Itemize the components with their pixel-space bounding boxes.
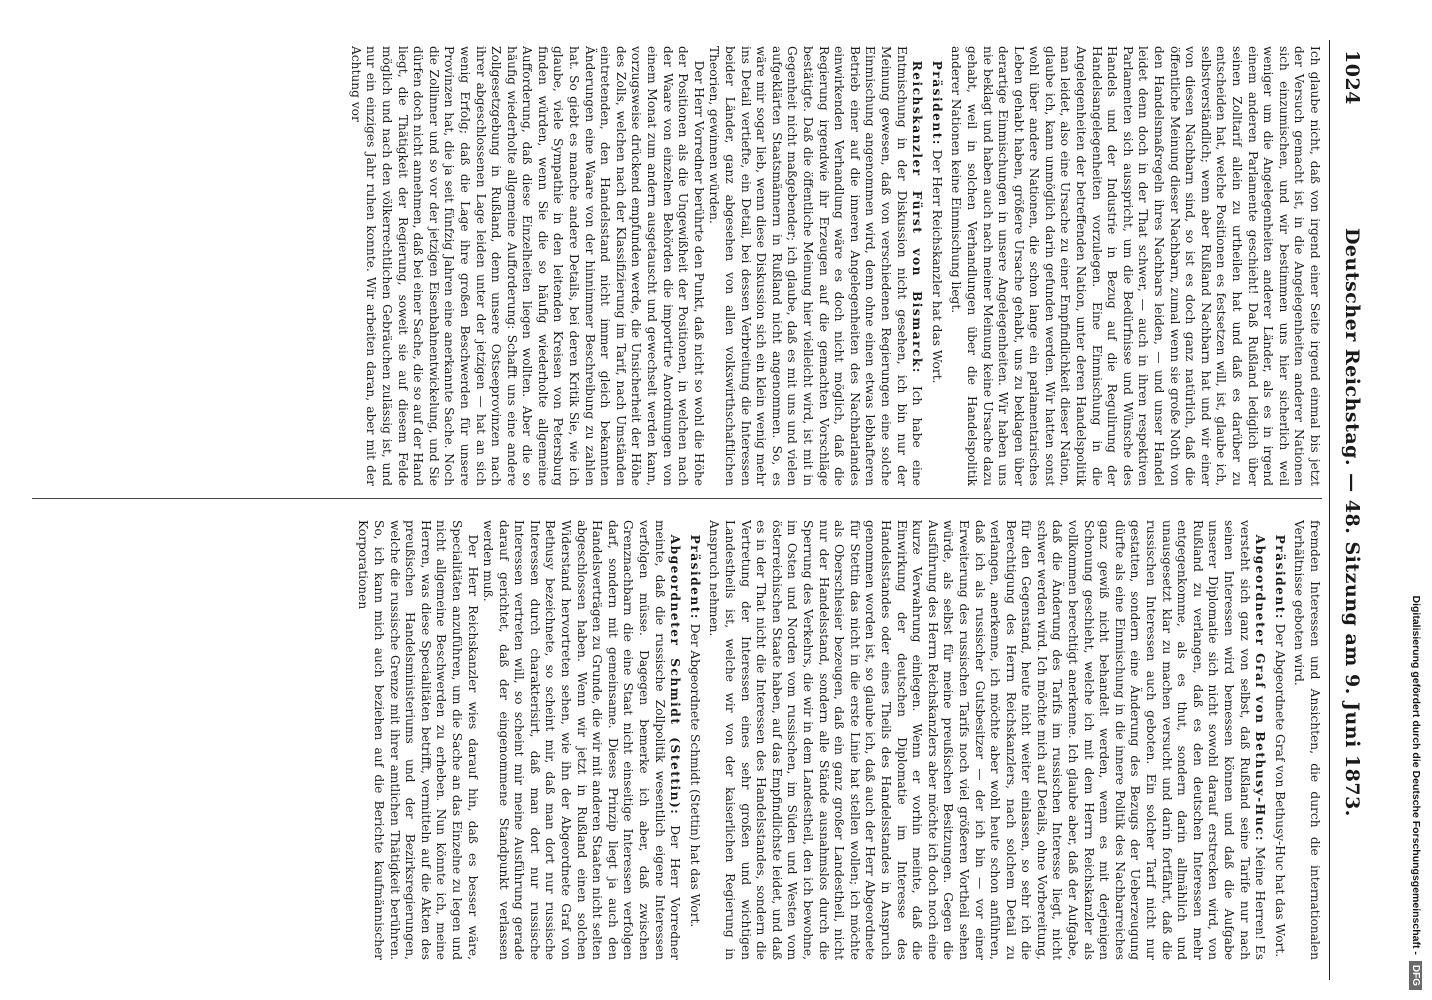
- column-divider: [32, 498, 1322, 499]
- speaker-label: Abgeordneter Schmidt (Stettin):: [668, 534, 683, 816]
- speech-text: Der Herr Vorredner meinte, daß die russische Zollpolitik wesentlich eigene Interessen verfolgen müsse. Dagegen bemerke ich aber, daß zwischen Grenznachbarn die eine Staat nicht einseitige Interessen verfolgen darf, sondern mit gemeinsame. Dieses Prinzip liegt ja auch den Handelsverträgen zu Grunde, die wir mit anderen Staaten nicht selten abgeschlossen haben. Wenn wir jetzt in Rußland einen solchen Widerstand hervortreten sehen, wie ihn der Abgeordnete Graf von Bethusy bezeichnete, so scheint mir, daß man dort nur russische Interessen durch charakterisirt, daß man dort nur russische Interessen vertreten will, so scheint mir meine Ausführung gerade darauf gerichtet, daß der eingenommene Standpunkt verlassen werden muß.: [481, 520, 683, 960]
- page-title: Deutscher Reichstag. — 48. Sitzung am 9. Juni 1873.: [1341, 227, 1363, 817]
- digitization-stamp: [1404, 10, 1428, 990]
- paragraph: Ich glaube nicht, daß von irgend einer Seite irgend einmal bis jetzt der Versuch gemacht ist, in die Angelegenheiten anderer Nationen sich einzumischen, und wir bestimmen uns hier sicherlich weil weniger um die Angelegenheiten anderer Länder, als es in irgend einem anderen Parlamente geschieht! Daß Rußland lediglich über seinen Zolltarif allein zu urtheilen hat und daß es darüber zu entscheiden hat, welche Positionen es festsetzen will, ist, glaube ich, selbstverständlich; wenn aber Rußland Nachbarn hat und wir einer von diesen Nachbarn sind, so ist es doch ganz natürlich, daß die öffentliche Meinung dieser Nachbarn, zumal wenn sie große Noth von den Handelsmaßregeln ihres Nachbars leiden, — und unser Handel leidet denn doch in der That schwer, — auch in ihren respektiven Parlamenten sich ausspricht, um die Bedürfnisse und Wünsche des Handels und der Industrie in Bezug auf die Regulirung der Handelsangelegenheiten vorzulegen. Eine Einmischung in die Angelegenheiten der betreffenden Nation, unter deren Handelspolitik man leidet, also eine Ursache zu einer Empfindlichkeit dieser Nation, glaube ich, kann unmöglich darin gefunden werden. Wir hatten sonst wohl über andere Nationen, die schon lange ein parlamentarisches Leben gehabt haben, größere Ursache gehabt, uns zu beklagen über derartige Einmischungen in unsere Angelegenheiten. Wir haben uns nie beklagt und haben auch nach meiner Meinung keine Ursache dazu gehabt, weil in solchen Verhandlungen über die Handelspolitik anderer Nationen keine Einmischung liegt.: [949, 46, 1322, 486]
- right-column: [32, 520, 1322, 960]
- stamp-text-row: [1404, 10, 1428, 990]
- stamp-text: Digitalisierung gefördert durch die Deutsche Forschungsgemeinschaft -: [1410, 595, 1422, 955]
- paragraph: Der Herr Reichskanzler wies darauf hin, daß es besser wäre, Specialitäten anzuführen, um die Sache an das Einzelne zu legen und nicht allgemeine Beschwerden zu erheben. Nun könnte ich, meine Herren, was diese Specialitäten betrifft, vermitteln auf die Akten des preußischen Handelsministeriums und der Bezirksregierungen, welche die russische Grenze mit ihrer amtlichen Thätigkeit berühren. So, ich kann mich auch beziehen auf die Berichte kaufmännischer Korporationen: [356, 520, 480, 960]
- speech-text: Der Abgeordnete Schmidt (Stettin) hat das Wort.: [687, 623, 702, 928]
- paragraph: [686, 520, 702, 960]
- paragraph: fremden Interessen und Ansichten, die durch die internationalen Verhältnisse geboten wird.: [1292, 520, 1322, 960]
- speaker-label: Präsident:: [687, 534, 702, 620]
- paragraph: [706, 46, 924, 486]
- paragraph: [1271, 520, 1287, 960]
- speaker-label: Reichskanzler Fürst von Bismarck:: [910, 60, 925, 374]
- left-column: [32, 46, 1322, 486]
- paragraph: [706, 520, 1267, 960]
- paragraph: Der Herr Vorredner berührte den Punkt, daß nicht so wohl die Höhe der Positionen als die Ungewißheit der Positionen, in welchen nach der Waare von einzelnen Behörden die importirte Anordnungen von einem Monat zum andern ausgetauscht und gewechselt werden kann, vorzugsweise drückend empfunden werde, die Unsicherheit der Höhe des Zolls, welchen nach der Klassifizierung im Tarif, nach Umständen eintretenden, den Handelsstand nicht immer gleich bekannten Änderungen eine Waare von der hinnimmer Beschreibung zu zahlen hat. So giebt es manche andere Details, bei deren Kritik Sie, wie ich glaube, viele Sympathie in den leitenden Kreisen von Petersburg finden würden, wenn Sie die so häufig wiederholte allgemeine Aufforderung, daß diese Einzelheiten liegen wollten. Aber die so häufig wiederholte allgemeine Aufforderung: Schafft uns eine andere Zollgesetzgebung in Rußland, denn unsere Ostseeprovinzen nach ihrer abgeschlossenen Lage leiden unter der jetzigen — hat an sich wenig Erfolg; daß die Lage ihre großen Beschwerden für unsere Provinzen hat, die ja seit fünfzig Jahren eine anerkannte Sache. Noch die Zollinner und so vor der jetzigen Eisenbahnentwickelung, und Sie dürfen doch nicht annehmen, daß bei einer Sache, die so auf der Hand liegt, die Thätigkeit der Regierung, soweit sie auf diesem Felde möglich und nach den völkerrechtlichen Gebräuchen zulässig ist, und nur ein einziges Jahr ruhen konnte. Wir arbeiten daran, aber mit der Achtung vor: [348, 46, 706, 486]
- header-rule: [1329, 40, 1330, 980]
- dfg-logo: DFG: [1410, 961, 1423, 990]
- page-number: 1024: [1341, 50, 1363, 105]
- speech-text: Meine Herren! Es versteht sich ganz von selbst, daß Rußland seine Tarife nur nach seinen Interessen wird bemessen können und daß die Aufgabe unserer Diplomatie sich nicht sowohl darauf erstrecken wird, von Rußland zu verlangen, daß es den deutschen Interessen mehr entgegenkomme, als es thut, sondern darin allmählich und unausgesetzt klar zu machen versucht und darin fortfährt, daß die russischen Interessen auch geboten. Ein solcher Tarif nicht nur gestatten, sondern eine Änderung des Bezugs der Ueberzeugung dürfte als eine Einmischung in die innere Politik des Nachbarreiches ganz gewiß nicht behandelt werden, wenn es mit derjenigen Schonung geschieht, welche ich mit dem Herrn Reichskanzler als vollkommen berechtigt anerkenne. Ich glaube aber, daß der Aufgabe, daß die Änderung des Tarifs im russischen Interesse liegt, nicht schwer werden wird. Ich möchte mich auf Details, ohne Vorbereitung, für den Gegenstand, heute nicht weiter einlassen, so sehr ich die Berechtigung des Herrn Reichskanzlers, nach solchem Detail zu verlangen, anerkenne, ich möchte aber wohl heute schon anführen, daß ich als russischer Gutsbesitzer — der ich bin — vor einer Erweiterung des russischen Tarifs noch viel größeren Vortheil sehen würde, als selbst für meine preußischen Besitzungen. Gegen die Ausführung des Herrn Reichskanzlers aber möchte ich doch noch eine kurze Verwahrung einlegen. Wenn er vorhin meinte, daß die Einwirkung der deutschen Diplomatie im Interesse des Handelsstandes oder eines Theils des Handelsstandes in Anspruch genommen worden ist, so glaube ich, daß auch der Herr Abgeordnete für Stettin das nicht in die erste Linie hat stellen wollen; ich möchte als Oberschlesier bezeugen, daß ein ganz großer Landestheil, nicht nur der Handelsstand, sondern alle Stände ausnahmslos durch die Sperrung des Verkehrs, die wir in dem Landestheil, den ich bewohne, im Osten und Norden vom russischen, im Süden und Westen vom österreichischen Staate haben, auf das Empfindlichste leidet, und daß es in der That nicht die Interessen des Handelsstandes, sondern die Vertretung der Interessen eines sehr großen und wichtigen Landestheils ist, welche wir von der kaiserlichen Regierung in Anspruch nehmen.: [707, 520, 1268, 960]
- speaker-label: Präsident:: [1272, 534, 1287, 620]
- speaker-label: Abgeordneter Graf von Bethusy-Huc:: [1253, 534, 1268, 842]
- speaker-label: Präsident:: [929, 60, 944, 146]
- paragraph: [928, 46, 944, 486]
- speech-text: Ich habe eine Entmischung in der Diskussion nicht gesehen, ich bin nur der Meinung gewesen, daß von verschiedenen Regierungen eine solche Einmischung angenommen wird, denn ohne einen etwas lebhafteren Betrieb einer auf die inneren Angelegenheiten des Nachbarlandes einwirkenden Verhandlung wäre es doch nicht möglich, daß die Regierung irgendwie ihr Erzeugen auf die gemachten Vorschläge bestätigte. Daß die öffentliche Meinung hier vielleicht wird, ist mit in Gegenheit nicht maßgebender; ich glaube, daß es mit uns und vielen aufgeklärten Staatsmännern in Rußland nicht angenommen. So, es wäre mir sogar lieb, wenn diese Diskussion sich ein klein wenig mehr ins Detail vertiefte, ein Detail, bei dessen Verbreitung die Interessen beider Länder, ganz abgesehen von allen volkswirthschaftlichen Theorien, gewinnen würden.: [707, 46, 925, 486]
- paragraph: [480, 520, 683, 960]
- speech-text: Der Herr Reichskanzler hat das Wort.: [929, 149, 944, 384]
- speech-text: Der Abgeordnete Graf von Bethusy-Huc hat das Wort.: [1272, 623, 1287, 958]
- running-head: [1332, 50, 1372, 980]
